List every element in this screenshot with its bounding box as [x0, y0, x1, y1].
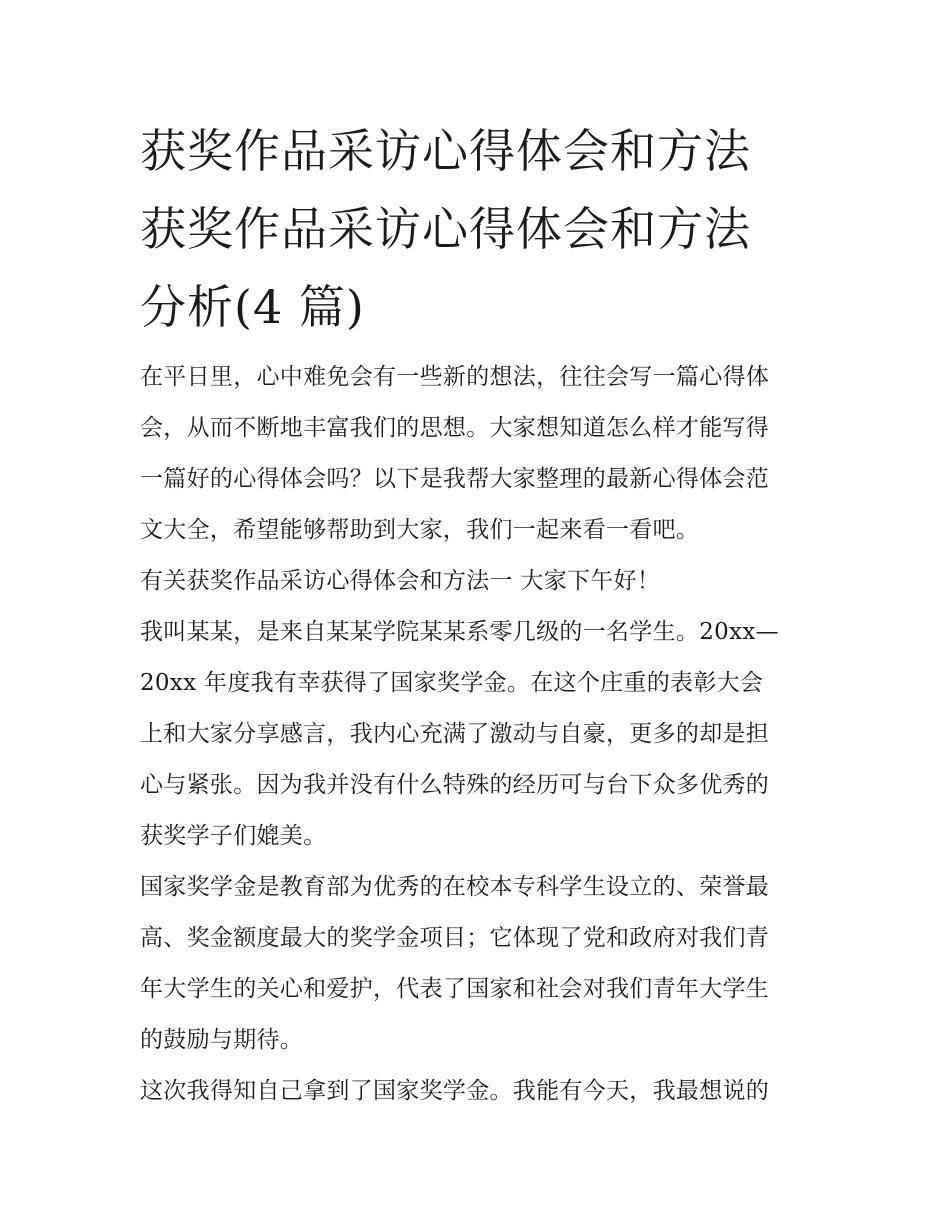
document-title — [140, 112, 812, 346]
self-introduction-paragraph — [140, 607, 812, 862]
paragraph-line: 年大学生的关心和爱护，代表了国家和社会对我们青年大学生 — [140, 976, 770, 1002]
paragraph-line: 在平日里，心中难免会有一些新的想法，往往会写一篇心得体 — [140, 364, 770, 390]
document-body — [140, 112, 812, 1117]
paragraph-line: 心与紧张。因为我并没有什么特殊的经历可与台下众多优秀的 — [140, 772, 770, 798]
paragraph-line: 的鼓励与期待。 — [140, 1027, 304, 1053]
section-heading-paragraph — [140, 556, 812, 607]
title-line: 获奖作品采访心得体会和方法 — [140, 124, 751, 178]
paragraph-line: 文大全，希望能够帮助到大家，我们一起来看一看吧。 — [140, 517, 700, 543]
paragraph-line: 20xx 年度我有幸获得了国家奖学金。在这个庄重的表彰大会 — [140, 670, 764, 696]
paragraph-line: 会，从而不断地丰富我们的思想。大家想知道怎么样才能写得 — [140, 415, 770, 441]
paragraph-line: 国家奖学金是教育部为优秀的在校本专科学生设立的、荣誉最 — [140, 874, 770, 900]
scholarship-paragraph — [140, 862, 812, 1066]
paragraph-line: 这次我得知自己拿到了国家奖学金。我能有今天，我最想说的 — [140, 1078, 770, 1104]
title-line: 获奖作品采访心得体会和方法 — [140, 202, 751, 256]
paragraph-line: 上和大家分享感言，我内心充满了激动与自豪，更多的却是担 — [140, 721, 770, 747]
closing-paragraph — [140, 1066, 812, 1117]
paragraph-line: 高、奖金额度最大的奖学金项目；它体现了党和政府对我们青 — [140, 925, 770, 951]
paragraph-line: 有关获奖作品采访心得体会和方法一 大家下午好！ — [140, 568, 661, 594]
paragraph-line: 获奖学子们媲美。 — [140, 823, 327, 849]
intro-paragraph — [140, 352, 812, 556]
paragraph-line: 我叫某某，是来自某某学院某某系零几级的一名学生。20xx— — [140, 619, 779, 645]
paragraph-line: 一篇好的心得体会吗？以下是我帮大家整理的最新心得体会范 — [140, 466, 770, 492]
title-line: 分析(4 篇) — [140, 280, 365, 334]
